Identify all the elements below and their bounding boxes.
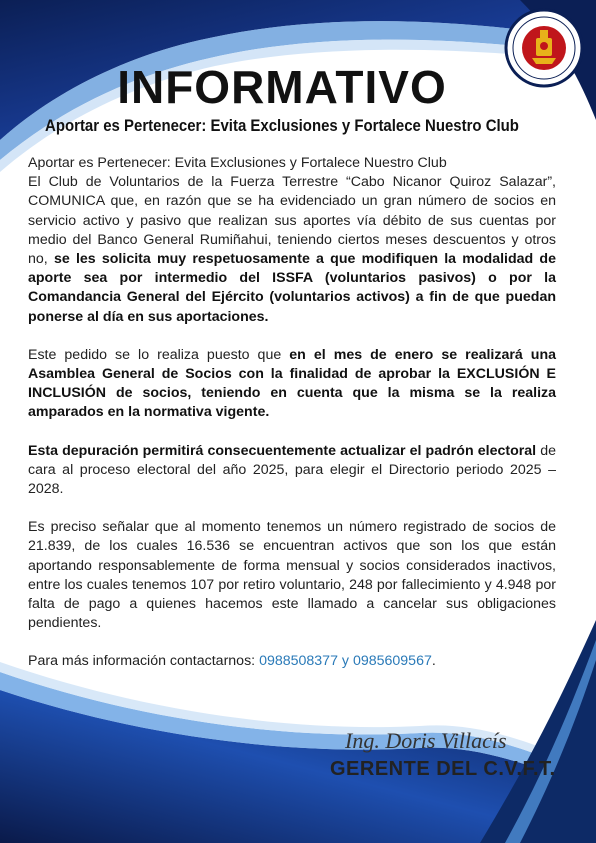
paragraph-1-text: El Club de Voluntarios de la Fuerza Terrestre “Cabo Nicanor Quiroz Salazar”, COMUNICA que, en razón que se ha evidenciado un gran número de socios en servicio activo y pasivo que realizan sus aportes vía débito de sus cuentas por medio del Banco General Rumiñahui, teniendo ciertos meses descuentos y otros no, bbox=[28, 174, 556, 268]
contact-line bbox=[28, 652, 556, 671]
paragraph-2-text: Este pedido se lo realiza puesto que bbox=[28, 346, 282, 363]
paragraph-1-heading: Aportar es Pertenecer: Evita Exclusiones y Fortalece Nuestro Club bbox=[28, 155, 447, 171]
document-body bbox=[28, 154, 556, 691]
page-subtitle: Aportar es Pertenecer: Evita Exclusiones y Fortalece Nuestro Club bbox=[45, 116, 519, 135]
paragraph-4-text: Es preciso señalar que al momento tenemos un número registrado de socios de 21.839, de los cuales 16.536 se encuentran activos que son los que están aportando responsablemente de forma mensual y socios considerados inactivos, entre los cuales tenemos 107 por retiro voluntario, 248 por fallecimiento y 4.948 por falta de pago a quienes hacemos este llamado a cancelar sus obligaciones pendientes. bbox=[28, 519, 556, 632]
signature-role: GERENTE DEL C.V.F.T. bbox=[330, 758, 556, 780]
paragraph-3-text: de cara al proceso electoral del año 2025, para elegir el Directorio periodo 2025 – 2028. bbox=[28, 442, 556, 498]
paragraph-1-bold: se les solicita muy respetuosamente a que modifiquen la modalidad de aporte sea por intermedio del ISSFA (voluntarios pasivos) o por la Comandancia General del Ejército (voluntarios activos) a fin de que puedan ponerse al día en sus aportaciones. bbox=[28, 251, 556, 325]
paragraph-3-bold: Esta depuración permitirá consecuentemente actualizar el padrón electoral bbox=[28, 442, 537, 459]
page-title: INFORMATIVO bbox=[117, 61, 447, 113]
paragraph-2-bold: en el mes de enero se realizará una Asamblea General de Socios con la finalidad de aprobar la EXCLUSIÓN E INCLUSIÓN de socios, teniendo en cuenta que la misma se la realiza amparados en la normativa vigente. bbox=[28, 346, 556, 421]
contact-prefix: Para más información contactarnos: bbox=[28, 653, 256, 670]
signature-name: Ing. Doris Villacís bbox=[345, 728, 507, 753]
paragraph-4 bbox=[28, 518, 556, 633]
paragraph-2 bbox=[28, 346, 556, 423]
contact-phones[interactable]: 0988508377 y 0985609567 bbox=[259, 653, 432, 670]
paragraph-3 bbox=[28, 442, 556, 500]
paragraph-1 bbox=[28, 154, 556, 327]
contact-suffix: . bbox=[431, 653, 436, 670]
